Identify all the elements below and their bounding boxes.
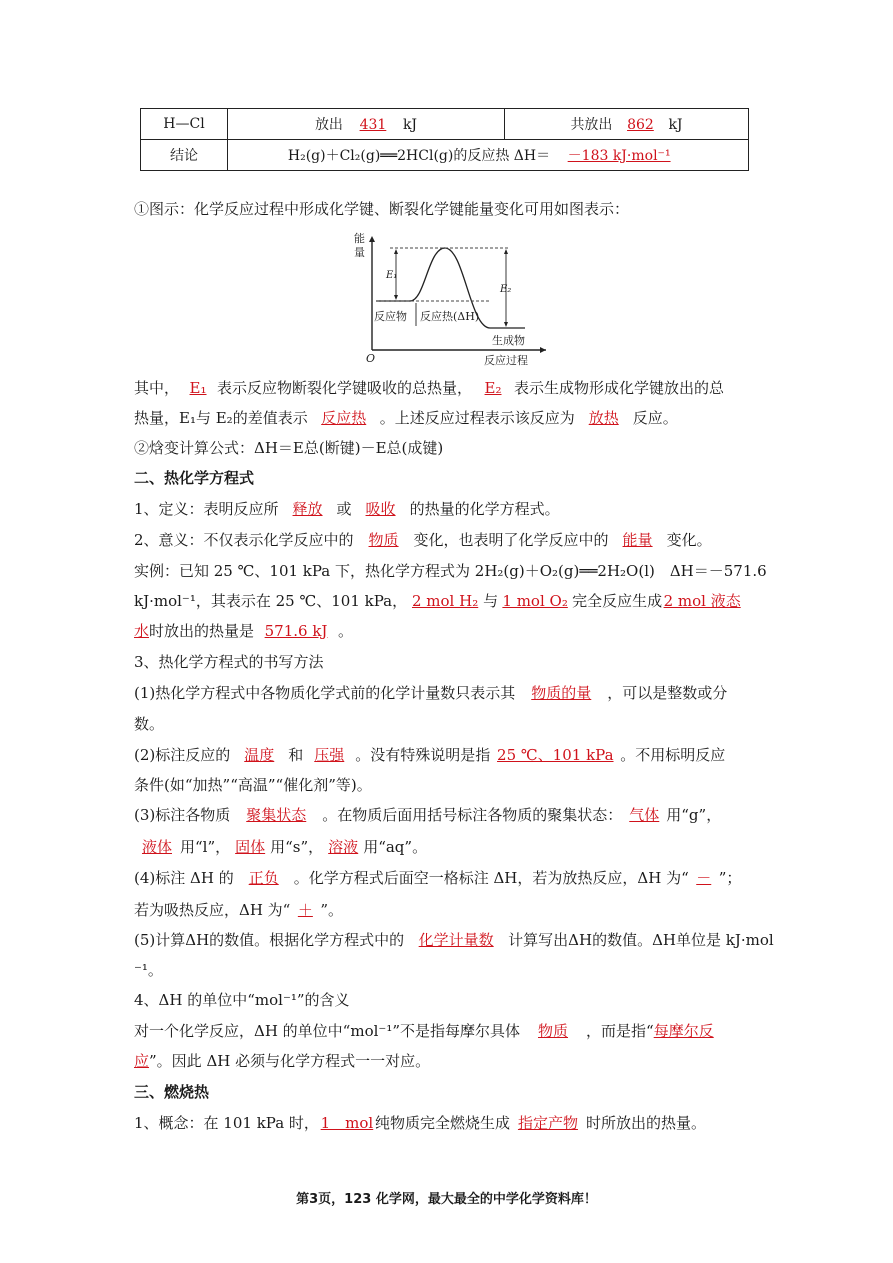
table-row (141, 140, 749, 171)
e2-label: E₂ (500, 284, 512, 295)
paragraph: (1)热化学方程式中各物质化学式前的化学计量数只表示其 物质的量 ，可以是整数或分 (134, 684, 728, 702)
paragraph: (2)标注反应的 温度 和 压强 。没有特殊说明是指 25 ℃、101 kPa 。不用标明反应 (134, 746, 726, 764)
paragraph: 2、意义：不仅表示化学反应中的 物质 变化，也表明了化学反应中的 能量 变化。 (134, 531, 712, 549)
section-heading: 三、燃烧热 (134, 1083, 210, 1101)
e1-label: E₁ (386, 270, 398, 281)
origin-label: O (366, 352, 376, 365)
paragraph: 液体 用“l”， 固体 用“s”， 溶液 用“aq”。 (141, 838, 428, 856)
paragraph: 3、热化学方程式的书写方法 (134, 653, 324, 671)
formula-line: ②焓变计算公式：ΔH＝E总(断键)－E总(成键) (134, 439, 444, 457)
bond-label: H—Cl (141, 109, 228, 140)
paragraph: ①图示：化学反应过程中形成化学键、断裂化学键能量变化可用如图表示： (134, 200, 630, 218)
paragraph: 热量，E₁与 E₂的差值表示 反应热 。上述反应过程表示该反应为 放热 反应。 (134, 409, 678, 427)
paragraph: (4)标注 ΔH 的 正负 。化学方程式后面空一格标注 ΔH，若为放热反应，ΔH 为“ － ”； (134, 869, 742, 887)
paragraph: 条件(如“加热”“高温”“催化剂”等)。 (134, 776, 372, 794)
reactant-label: 反应物 (374, 310, 407, 323)
section-heading: 二、热化学方程式 (134, 469, 255, 487)
conclusion-cell: H₂(g)＋Cl₂(g)══2HCl(g)的反应热 ΔH＝ －183 kJ·mol⁻¹ (228, 140, 749, 171)
paragraph: (5)计算ΔH的数值。根据化学方程式中的 化学计量数 计算写出ΔH的数值。ΔH单位是 kJ·mol (134, 931, 774, 949)
paragraph: 若为吸热反应，ΔH 为“ ＋ ”。 (134, 901, 344, 919)
bond-energy-table (140, 108, 749, 171)
product-label: 生成物 (492, 334, 525, 347)
paragraph: 对一个化学反应，ΔH 的单位中“mol⁻¹”不是指每摩尔具体 物质 ，而是指“每摩尔反 (134, 1022, 714, 1040)
paragraph: 1、概念：在 101 kPa 时， 1 mol 纯物质完全燃烧生成 指定产物 时所放出的热量。 (134, 1114, 706, 1132)
paragraph: kJ·mol⁻¹，其表示在 25 ℃、101 kPa， 2 mol H₂ 与 1 mol O₂ 完全反应生成2 mol 液态 (134, 592, 741, 610)
paragraph: 应”。因此 ΔH 必须与化学方程式一一对应。 (134, 1052, 431, 1070)
paragraph: 数。 (134, 715, 165, 733)
paragraph: 实例：已知 25 ℃、101 kPa 下，热化学方程式为 2H₂(g)＋O₂(g)══2H₂O(l) ΔH＝－571.6 (134, 562, 767, 580)
paragraph: 水时放出的热量是 571.6 kJ 。 (134, 622, 354, 640)
table-row (141, 109, 749, 140)
paragraph: (3)标注各物质 聚集状态 。在物质后面用括号标注各物质的聚集状态： 气体 用“g”， (134, 806, 722, 824)
paragraph: 其中， E₁ 表示反应物断裂化学键吸收的总热量， E₂ 表示生成物形成化学键放出的总 (134, 379, 725, 397)
conclusion-label: 结论 (141, 140, 228, 171)
delta-h-label: 反应热(ΔH) (420, 310, 480, 323)
page-footer: 第3页，123 化学网，最大最全的中学化学资料库！ (296, 1192, 597, 1207)
paragraph: 4、ΔH 的单位中“mol⁻¹”的含义 (134, 991, 350, 1009)
paragraph: ⁻¹。 (134, 961, 163, 979)
axis-label-energy-1: 能 (354, 232, 365, 245)
paragraph: 1、定义：表明反应所 释放 或 吸收 的热量的化学方程式。 (134, 500, 560, 518)
total-release-cell: 共放出 862 kJ (505, 109, 749, 140)
energy-diagram (350, 228, 550, 368)
x-axis-label: 反应过程 (484, 354, 528, 367)
axis-label-energy-2: 量 (354, 246, 365, 259)
release-cell: 放出 431 kJ (228, 109, 505, 140)
